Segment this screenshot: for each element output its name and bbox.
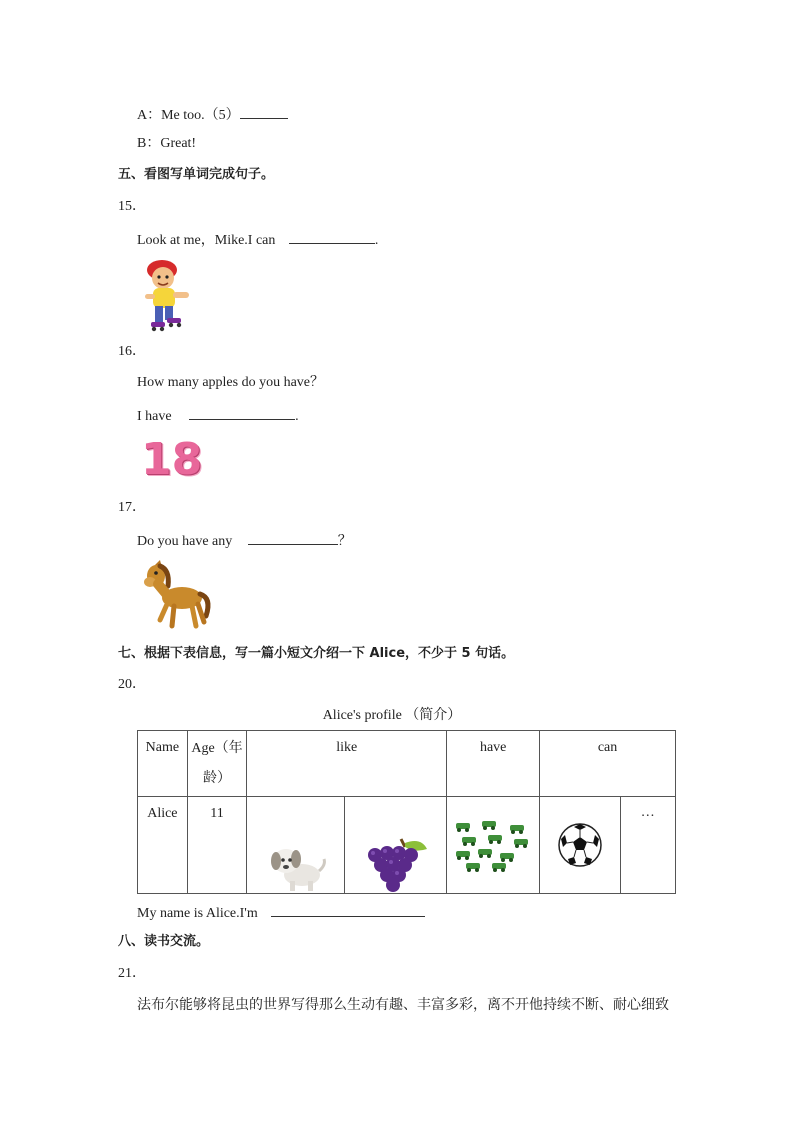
header-name: Name bbox=[138, 731, 188, 797]
answer-blank-15[interactable] bbox=[289, 229, 375, 244]
question-20-number: 20． bbox=[118, 677, 146, 692]
question-16-question: How many apples do you have？ bbox=[137, 375, 325, 390]
question-17-number: 17． bbox=[118, 500, 146, 515]
question-21-number: 21． bbox=[118, 966, 146, 981]
question-16-sentence: I have . bbox=[137, 405, 299, 426]
dialog-line-b: B：Great! bbox=[137, 136, 197, 151]
dialog-line-a: A：Me too.（5） bbox=[137, 104, 288, 125]
table-header-row bbox=[138, 731, 676, 797]
answer-blank-16[interactable] bbox=[189, 405, 295, 420]
cell-can-football bbox=[540, 797, 621, 894]
roller-skater-image bbox=[137, 254, 203, 332]
section-7-title: 七、根据下表信息，写一篇小短文介绍一下 Alice，不少于 5 句话。 bbox=[118, 646, 515, 661]
answer-blank-5[interactable] bbox=[240, 104, 288, 119]
cell-like-grapes bbox=[344, 797, 447, 894]
cell-have-toy-cars bbox=[447, 797, 540, 894]
cell-can-more: … bbox=[620, 797, 675, 894]
question-15-number: 15． bbox=[118, 199, 146, 214]
section-5-title: 五、看图写单词完成句子。 bbox=[118, 167, 275, 182]
table-row-alice bbox=[138, 797, 676, 894]
dog-icon bbox=[264, 837, 328, 893]
header-can: can bbox=[540, 731, 676, 797]
answer-blank-17[interactable] bbox=[248, 530, 338, 545]
alice-profile-table bbox=[137, 730, 676, 894]
question-21-text: 法布尔能够将昆虫的世界写得那么生动有趣、丰富多彩，离不开他持续不断、耐心细致 bbox=[137, 997, 669, 1013]
horse-image bbox=[140, 558, 216, 630]
cell-like-dog bbox=[247, 797, 344, 894]
question-16-number: 16． bbox=[118, 344, 146, 359]
cell-age-11: 11 bbox=[187, 797, 247, 894]
question-15-sentence: Look at me，Mike.I can . bbox=[137, 229, 378, 250]
toy-cars-icon bbox=[452, 817, 534, 873]
cell-name-alice: Alice bbox=[138, 797, 188, 894]
grapes-icon bbox=[361, 833, 431, 893]
section-8-title: 八、读书交流。 bbox=[118, 934, 210, 949]
question-17-sentence: Do you have any ？ bbox=[137, 530, 352, 551]
header-like: like bbox=[247, 731, 447, 797]
header-age: Age（年 龄） bbox=[187, 731, 247, 797]
football-icon bbox=[556, 821, 604, 869]
header-have: have bbox=[447, 731, 540, 797]
profile-table-title: Alice's profile （简介） bbox=[322, 708, 462, 723]
number-18-image: 18 bbox=[141, 434, 203, 485]
question-20-sentence: My name is Alice.I'm bbox=[137, 902, 425, 923]
answer-blank-20[interactable] bbox=[271, 902, 425, 917]
